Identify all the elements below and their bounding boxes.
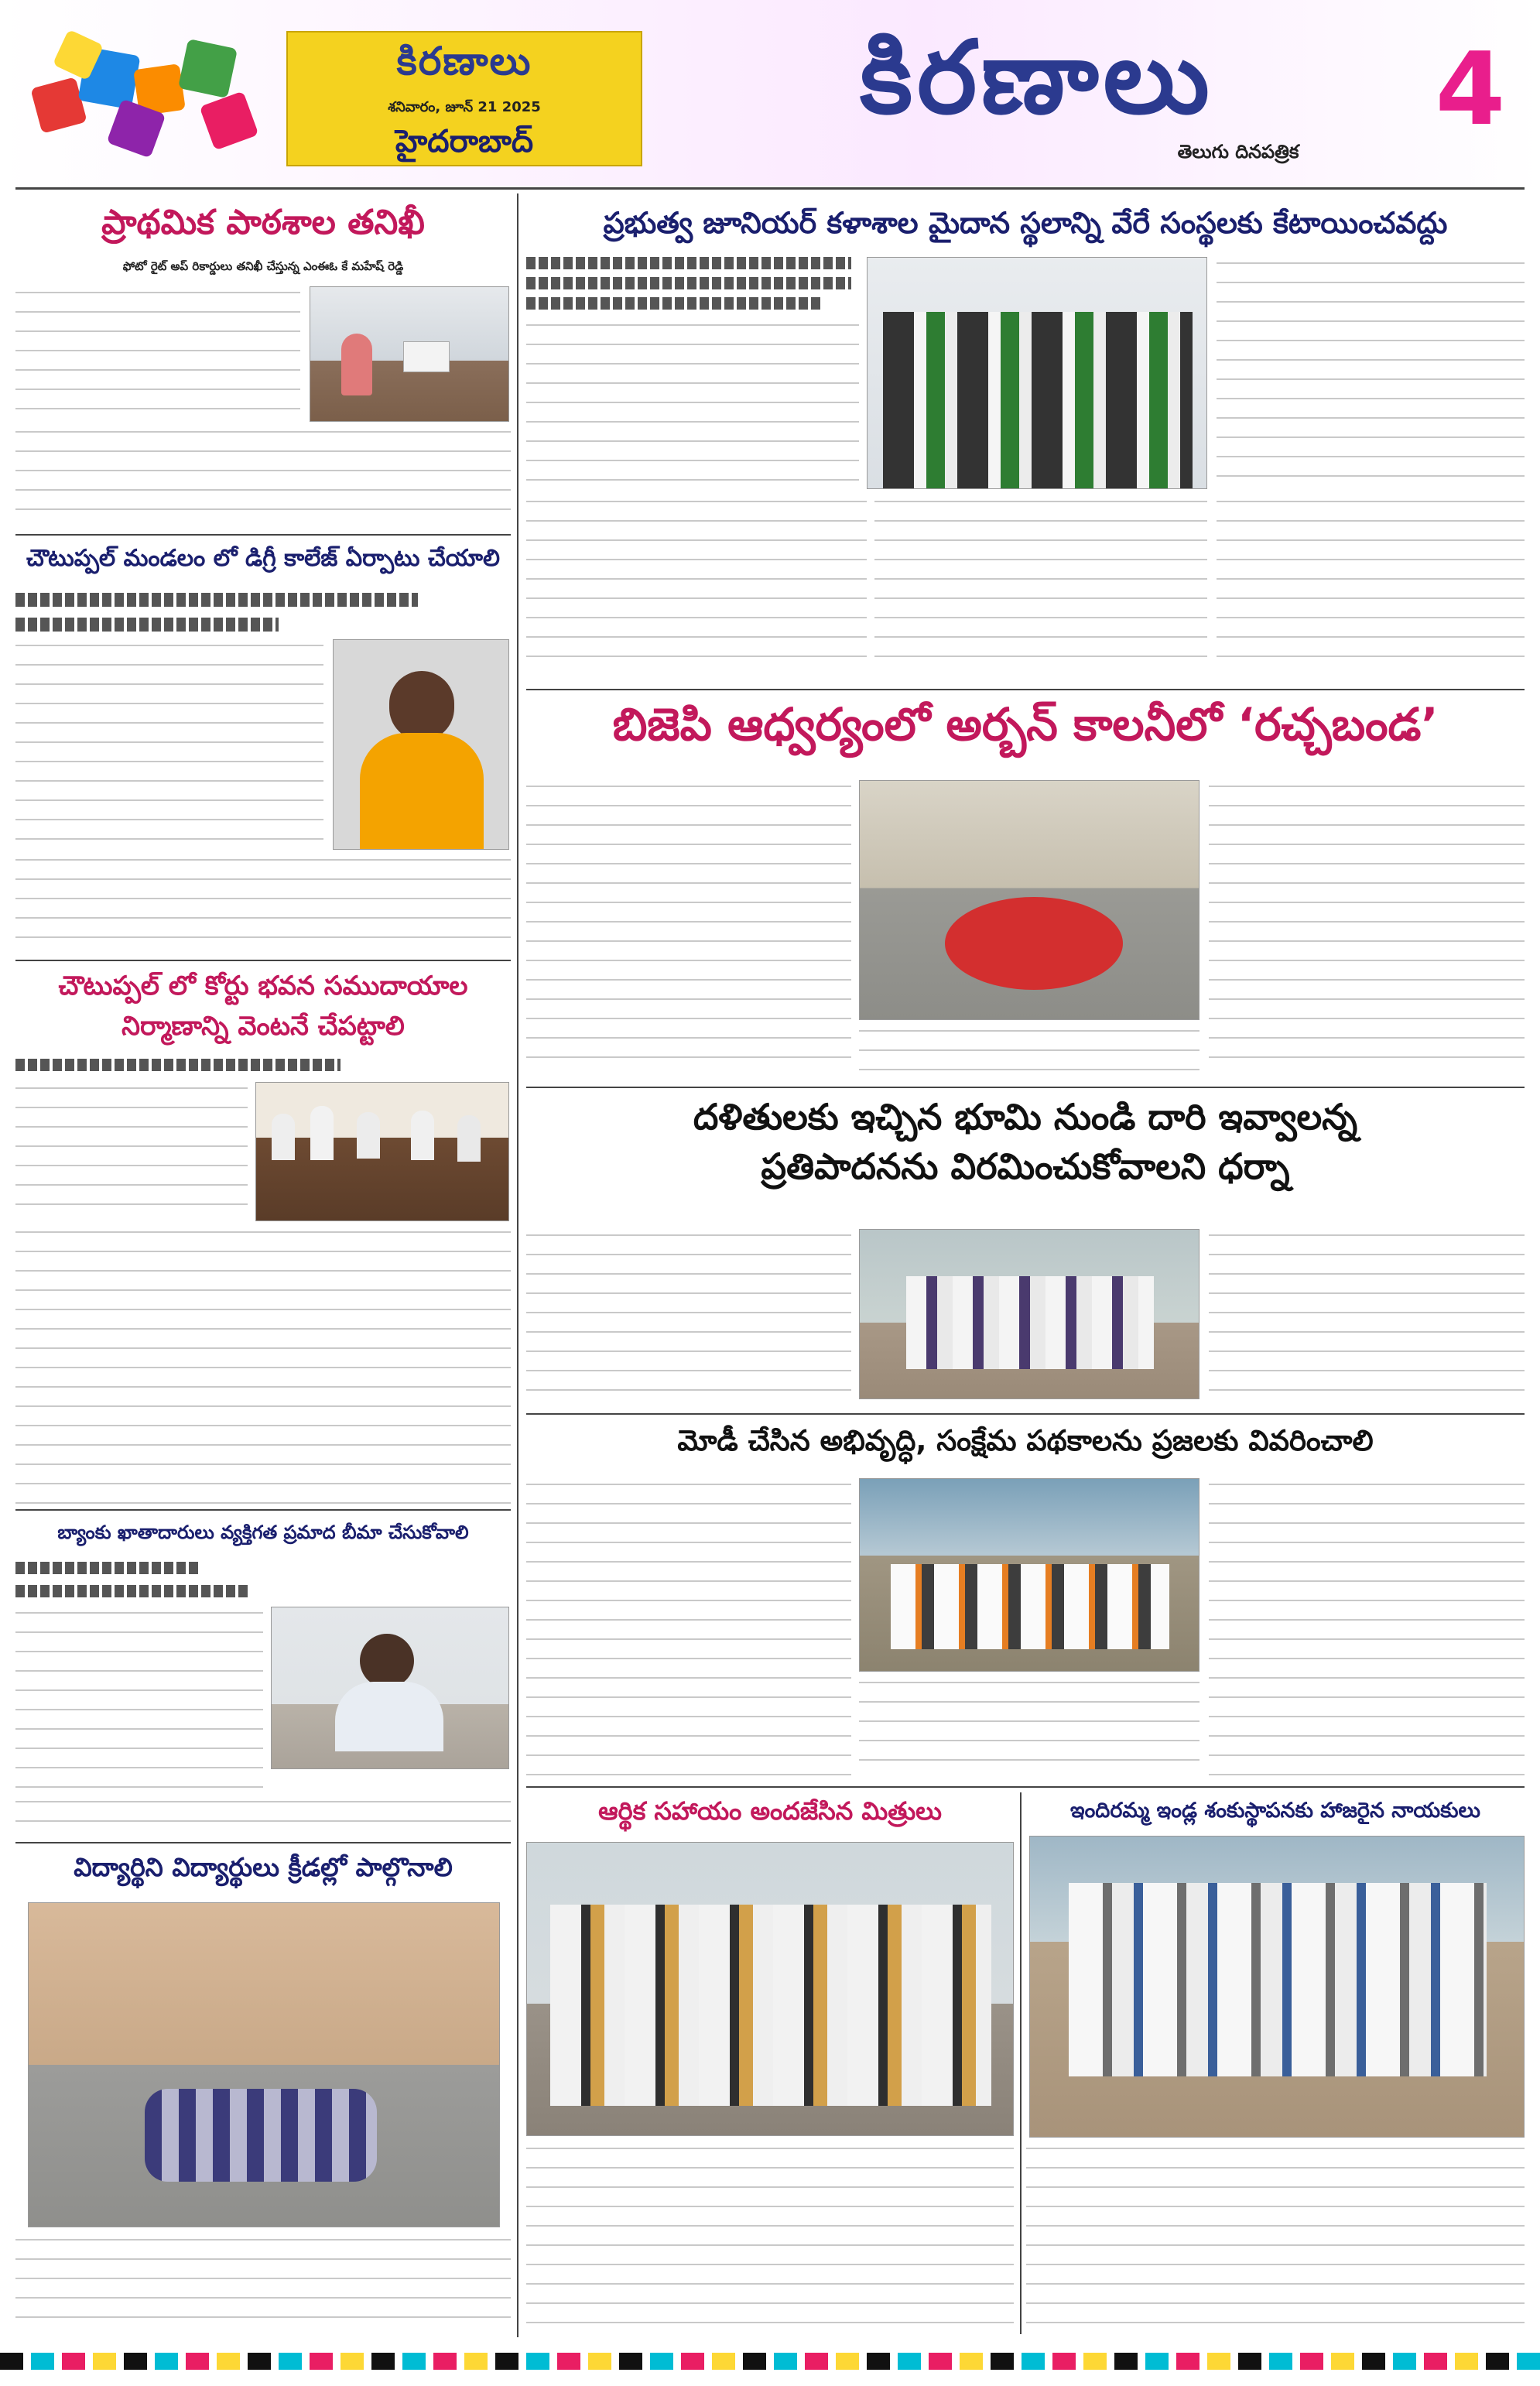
article-divider (526, 1087, 1525, 1088)
article-body (526, 319, 859, 489)
article-body (15, 1082, 248, 1221)
article-divider (526, 1413, 1525, 1415)
article-headline: బ్యాంకు ఖాతాదారులు వ్యక్తిగత ప్రమాద బీమా చేసుకోవాలి (57, 1522, 469, 1543)
page-number: 4 (1435, 30, 1506, 148)
article-body (1209, 780, 1525, 1074)
article-headline: మోడీ చేసిన అభివృద్ధి, సంక్షేమ పథకాలను ప్రజలకు వివరించాలి (677, 1424, 1374, 1457)
date-line: శనివారం, జూన్ 21 2025 (388, 99, 541, 115)
article-photo (867, 257, 1207, 489)
tagline: తెలుగు దినపత్రిక (1177, 141, 1299, 163)
article-headline: ప్రాథమిక పాఠశాల తనిఖీ (101, 203, 425, 242)
article-body (1026, 2142, 1525, 2328)
article-headline: ఆర్థిక సహాయం అందజేసిన మిత్రులు (598, 1796, 942, 1826)
article-body (526, 2142, 1014, 2328)
article-body (15, 639, 323, 850)
article-college-land (526, 203, 1525, 683)
byline-line (15, 618, 279, 632)
article-body (526, 1478, 851, 1775)
article-headline: బిజెపి ఆధ్వర్యంలో అర్బన్ కాలనీలో ‘రచ్చబండ’ (612, 698, 1439, 751)
article-body (15, 426, 511, 522)
article-divider (526, 689, 1525, 690)
article-body (15, 286, 300, 422)
masthead (0, 0, 1540, 186)
article-photo (310, 286, 509, 422)
article-bjp-rachabanda (526, 695, 1525, 1082)
article-divider (15, 534, 511, 536)
article-photo (526, 1842, 1014, 2136)
article-body (15, 1226, 511, 1505)
article-headline-line1: దళితులకు ఇచ్చిన భూమి నుండి దారి ఇవ్వాలన్న (693, 1096, 1358, 1138)
article-school-inspection (15, 203, 511, 528)
article-body (15, 1795, 511, 1834)
article-photo (859, 780, 1199, 1020)
article-body (859, 1676, 1199, 1775)
article-divider (15, 1842, 511, 1843)
byline-line (15, 1585, 248, 1597)
article-headline-line2: నిర్మాణాన్ని వెంటనే చేపట్టాలి (121, 1011, 405, 1042)
big-logo: కిరణాలు (860, 19, 1214, 136)
article-financial-help (526, 1792, 1014, 2334)
masthead-divider (15, 187, 1525, 190)
byline-line (15, 1059, 341, 1071)
article-photo (859, 1478, 1199, 1672)
byline-line (526, 297, 820, 310)
article-body (15, 2234, 511, 2330)
article-court-complex (15, 966, 511, 1508)
article-body (1209, 1478, 1525, 1775)
article-body (15, 1607, 263, 1792)
article-headline: ఇందిరమ్మ ఇండ్ల శంకుస్థాపనకు హాజరైన నాయకులు (1070, 1799, 1480, 1823)
article-headline: విద్యార్థిని విద్యార్థులు క్రీడల్లో పాల్గొనాలి (74, 1852, 453, 1882)
article-photo (333, 639, 509, 850)
article-photo (255, 1082, 509, 1221)
article-body (526, 780, 851, 1074)
article-photo (859, 1229, 1199, 1399)
column-divider (1020, 1792, 1022, 2334)
small-logo: కిరణాలు (396, 39, 532, 84)
photo-caption: ఫోటో రైట్ అప్ రికార్డులు తనిఖీ చేస్తున్న ఎంఈఓ కే మహేష్ రెడ్డి (122, 259, 404, 273)
article-divider (15, 1509, 511, 1511)
print-registration-strip (0, 2353, 1540, 2370)
article-modi-development (526, 1419, 1525, 1783)
article-indiramma-houses (1026, 1792, 1525, 2334)
article-body (15, 854, 511, 950)
article-students-sports (15, 1848, 511, 2336)
city-name: హైదరాబాద్ (395, 124, 534, 159)
article-photo (1029, 1836, 1525, 2138)
article-divider (526, 1786, 1525, 1788)
article-headline-line1: చౌటుప్పల్ లో కోర్టు భవన సముదాయాల (58, 970, 468, 1001)
article-photo (271, 1607, 509, 1769)
article-headline-line2: ప్రతిపాదనను విరమించుకోవాలని ధర్నా (761, 1145, 1290, 1187)
article-photo (28, 1902, 500, 2227)
byline-line (15, 1562, 201, 1574)
article-headline: చౌటుప్పల్ మండలం లో డిగ్రీ కాలేజ్ ఏర్పాటు చేయాలి (26, 545, 500, 572)
social-media-icons-graphic (28, 28, 275, 159)
article-body (1209, 1229, 1525, 1399)
article-divider (15, 960, 511, 961)
byline-line (526, 257, 851, 269)
article-headline: ప్రభుత్వ జూనియర్ కళాశాల మైదాన స్థలాన్ని వేరే సంస్థలకు కేటాయించవద్దు (603, 206, 1448, 240)
article-degree-college (15, 540, 511, 958)
article-body (874, 495, 1207, 675)
article-body (526, 495, 867, 675)
byline-line (526, 277, 851, 289)
article-body (1217, 257, 1525, 489)
article-body (526, 1229, 851, 1399)
column-divider (517, 193, 518, 2337)
article-bank-insurance (15, 1515, 511, 1840)
article-body (1217, 495, 1525, 675)
byline-line (15, 593, 418, 607)
masthead-banner (286, 31, 642, 166)
article-body (859, 1025, 1199, 1074)
article-dalit-land-dharna (526, 1093, 1525, 1410)
